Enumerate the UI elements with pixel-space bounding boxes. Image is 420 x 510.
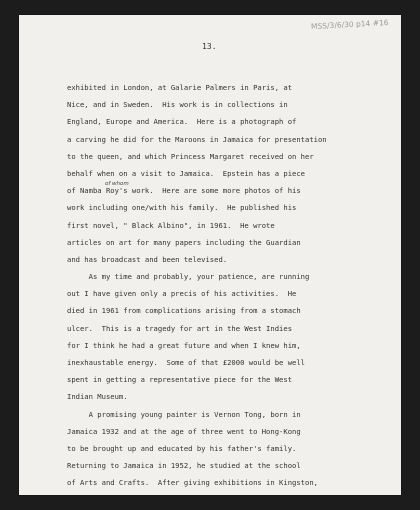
text-line: Jamaica 1932 and at the age of three went to Hong-Kong bbox=[67, 426, 301, 436]
text-line: of Namba Roy's work. Here are some more photos of his bbox=[67, 186, 301, 196]
text-line: a carving he did for the Maroons in Jamaica for presentation bbox=[67, 134, 327, 144]
text-line: of Arts and Crafts. After giving exhibitions in Kingston, bbox=[67, 478, 318, 488]
document-body bbox=[67, 79, 397, 492]
document-page bbox=[19, 15, 401, 495]
text-line: Returning to Jamaica in 1952, he studied at the school bbox=[67, 461, 301, 471]
text-line: and has broadcast and been televised. bbox=[67, 254, 228, 264]
text-line: A promising young painter is Vernon Tong, born in bbox=[67, 409, 301, 419]
text-line: for I think he had a great future and when I knew him, bbox=[67, 340, 301, 350]
text-line: England, Europe and America. Here is a photograph of bbox=[67, 117, 297, 127]
text-line: spent in getting a representative piece for the West bbox=[67, 375, 293, 385]
handwritten-insertion: of whom bbox=[105, 181, 129, 187]
text-line: work including one/with his family. He published his bbox=[67, 203, 297, 213]
text-line: behalf when on a visit to Jamaica. Epstein has a piece bbox=[67, 168, 305, 178]
page-number: 13. bbox=[202, 42, 217, 51]
text-line: articles on art for many papers including the Guardian bbox=[67, 237, 301, 247]
text-line: exhibited in London, at Galarie Palmers in Paris, at bbox=[67, 83, 293, 92]
text-line: out I have given only a precis of his activities. He bbox=[67, 289, 297, 299]
text-line: to the queen, and which Princess Margaret received on her bbox=[67, 151, 314, 161]
text-line: first novel, " Black Albino", in 1961. He wrote bbox=[67, 220, 275, 230]
text-line: inexhaustable energy. Some of that £2000 would be well bbox=[67, 358, 305, 367]
text-line: Nice, and in Sweden. His work is in collections in bbox=[67, 100, 288, 110]
archive-reference-annotation: MSS/3/6/30 p14 #16 bbox=[310, 17, 389, 32]
text-line: Indian Museum. bbox=[67, 392, 128, 402]
text-line: died in 1961 from complications arising from a stomach bbox=[67, 306, 301, 316]
text-line: ulcer. This is a tragedy for art in the West Indies bbox=[67, 323, 293, 333]
text-line: to be brought up and educated by his father's family. bbox=[67, 443, 297, 453]
text-line: As my time and probably, your patience, are running bbox=[67, 272, 310, 282]
